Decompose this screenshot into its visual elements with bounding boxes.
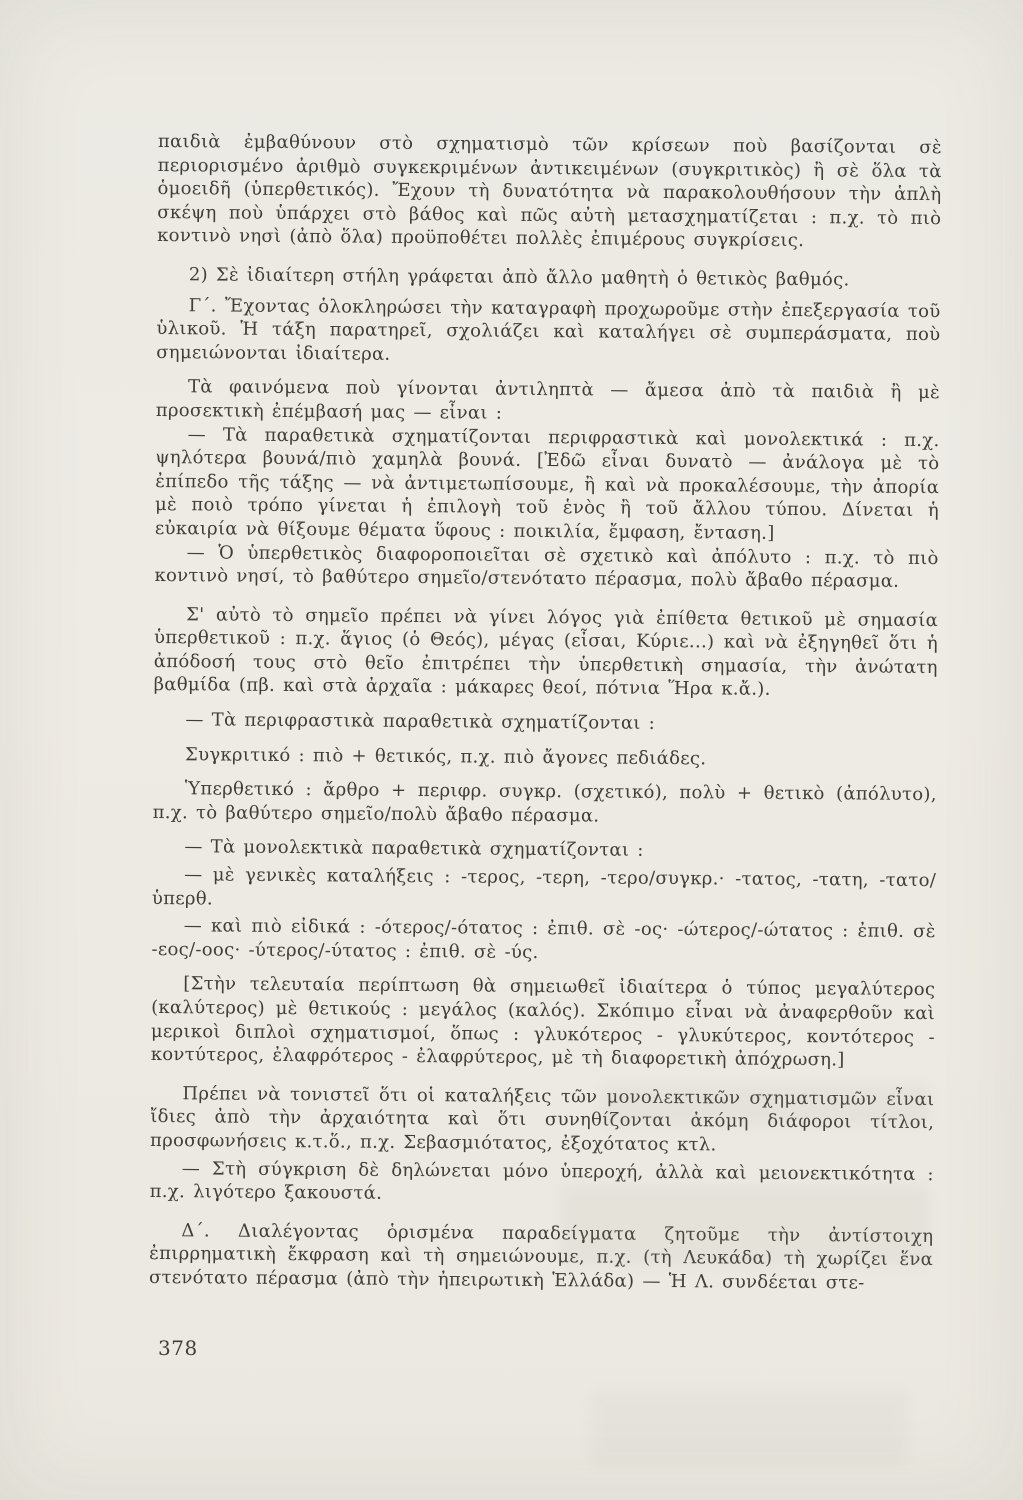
paragraph: Ὑπερθετικό : ἄρθρο + περιφρ. συγκρ. (σχετικό), πολὺ + θετικὸ (ἀπόλυτο), π.χ. τὸ βαθύτερο σημεῖο/πολὺ ἄβαθο πέρασμα. <box>152 778 937 827</box>
paragraph: Συγκριτικό : πιὸ + θετικός, π.χ. πιὸ ἄγονες πεδιάδες. <box>185 743 707 769</box>
page-number: 378 <box>158 1336 198 1360</box>
paragraph: 2) Σὲ ἰδιαίτερη στήλη γράφεται ἀπὸ ἄλλο μαθητὴ ὁ θετικὸς βαθμός. <box>188 264 850 291</box>
paragraph: Δ΄. Διαλέγοντας ὁρισμένα παραδείγματα ζητοῦμε τὴν ἀντίστοιχη ἐπιρρηματικὴ ἔκφραση καὶ τὴ σημειώνουμε, π.χ. (τὴ Λευκάδα) τὴ χωρίζει ἕνα στενότατο πέρασμα (ἀπὸ τὴν ἠπειρωτικὴ Ἑλλάδα) — Ἡ Λ. συνδέεται στε- <box>148 1219 934 1294</box>
paragraph: Σ' αὐτὸ τὸ σημεῖο πρέπει νὰ γίνει λόγος γιὰ ἐπίθετα θετικοῦ μὲ σημασία ὑπερθετικοῦ : π.χ. ἅγιος (ὁ Θεός), μέγας (εἶσαι, Κύριε...) καὶ νὰ ἐξηγηθεῖ ὅτι ἡ ἀπόδοσή τους στὸ θεῖο ἐπιτρέπει τὴν ὑπερθετικὴ σημασία, τὴν ἀνώτατη βαθμίδα (πβ. καὶ στὰ ἀρχαῖα : μάκαρες θεοί, πότνια Ἥρα κ.ἄ.). <box>153 603 939 701</box>
paragraph: — Τὰ μονολεκτικὰ παραθετικὰ σχηματίζονται : <box>184 836 644 862</box>
paragraph: Πρέπει νὰ τονιστεῖ ὅτι οἱ καταλήξεις τῶν μονολεκτικῶν σχηματισμῶν εἶναι ἴδιες ἀπὸ τὴν ἀρχαιότητα καὶ ὅτι συνηθίζονται ἀκόμη διάφοροι τίτλοι, προσφωνήσεις κ.τ.ὅ., π.χ. Σεβασμιότατος, ἐξοχότατος κτλ. <box>149 1083 935 1156</box>
paragraph: — μὲ γενικὲς καταλήξεις : -τερος, -τερη, -τερο/συγκρ.· -τατος, -τατη, -τατο/ὑπερθ. <box>151 864 937 910</box>
paragraph: — Τὰ περιφραστικὰ παραθετικὰ σχηματίζονται : <box>185 709 656 734</box>
paragraph: παιδιὰ ἐμβαθύνουν στὸ σχηματισμὸ τῶν κρίσεων ποὺ βασίζονται σὲ περιορισμένο ἀριθμὸ συγκεκριμένων ἀντικειμένων (συγκριτικὸς) ἢ σὲ ὅλα τὰ ὁμοειδῆ (ὑπερθετικός). Ἔχουν τὴ δυνατότητα νὰ παρακολουθήσουν τὴν ἁπλὴ σκέψη ποὺ ὑπάρχει στὸ βάθος καὶ πῶς αὐτὴ μετασχηματίζεται : π.χ. τὸ πιὸ κοντινὸ νησὶ (ἀπὸ ὅλα) προϋποθέτει πολλὲς ἐπιμέρους συγκρίσεις. <box>157 130 942 252</box>
paragraph: — Τὰ παραθετικὰ σχηματίζονται περιφραστικὰ καὶ μονολεκτικά : π.χ. ψηλότερα βουνά/πιὸ χαμηλὰ βουνά. [Ἐδῶ εἶναι δυνατὸ — ἀνάλογα μὲ τὸ ἐπίπεδο τῆς τάξης — νὰ ἀντιμετωπίσουμε, ἢ καὶ νὰ προκαλέσουμε, τὴν ἀπορία μὲ ποιὸ τρόπο γίνεται ἡ ἐπιλογὴ τοῦ ἑνὸς ἢ τοῦ ἄλλου τύπου. Δίνεται ἡ εὐκαιρία νὰ θίξουμε θέματα ὕφους : ποικιλία, ἔμφαση, ἔνταση.] <box>154 423 940 544</box>
paragraph: — Ὁ ὑπερθετικὸς διαφοροποιεῖται σὲ σχετικὸ καὶ ἀπόλυτο : π.χ. τὸ πιὸ κοντινὸ νησί, τὸ βαθύτερο σημεῖο/στενότατο πέρασμα, πολὺ ἄβαθο πέρασμα. <box>154 541 939 592</box>
paragraph: Γ΄. Ἔχοντας ὁλοκληρώσει τὴν καταγραφὴ προχωροῦμε στὴν ἐπεξεργασία τοῦ ὑλικοῦ. Ἡ τάξη παρατηρεῖ, σχολιάζει καὶ καταλήγει σὲ συμπεράσματα, ποὺ σημειώνονται ἰδιαίτερα. <box>156 294 941 365</box>
scan-artifact <box>590 1390 910 1466</box>
paragraph: — καὶ πιὸ εἰδικά : -ότερος/-ότατος : ἐπιθ. σὲ -ος· -ώτερος/-ώτατος : ἐπιθ. σὲ -εος/-οος· -ύτερος/-ύτατος : ἐπιθ. σὲ -ύς. <box>151 915 936 963</box>
text-block <box>149 130 942 1296</box>
paragraph: — Στὴ σύγκριση δὲ δηλώνεται μόνο ὑπεροχή, ἀλλὰ καὶ μειονεκτικότητα : π.χ. λιγότερο ξακουστά. <box>149 1157 934 1204</box>
paragraph: [Στὴν τελευταία περίπτωση θὰ σημειωθεῖ ἰδιαίτερα ὁ τύπος μεγαλύτερος (καλύτερος) μὲ θετικούς : μεγάλος (καλός). Σκόπιμο εἶναι νὰ ἀναφερθοῦν καὶ μερικοὶ διπλοὶ σχηματισμοί, ὅπως : γλυκότερος - γλυκύτερος, κοντότερος - κοντύτερος, ἐλαφρότερος - ἐλαφρύτερος, μὲ τὴ διαφορετικὴ ἀπόχρωση.] <box>150 973 936 1071</box>
paragraph: Τὰ φαινόμενα ποὺ γίνονται ἀντιληπτὰ — ἄμεσα ἀπὸ τὰ παιδιὰ ἢ μὲ προσεκτικὴ ἐπέμβασή μας — εἶναι : <box>155 376 941 424</box>
